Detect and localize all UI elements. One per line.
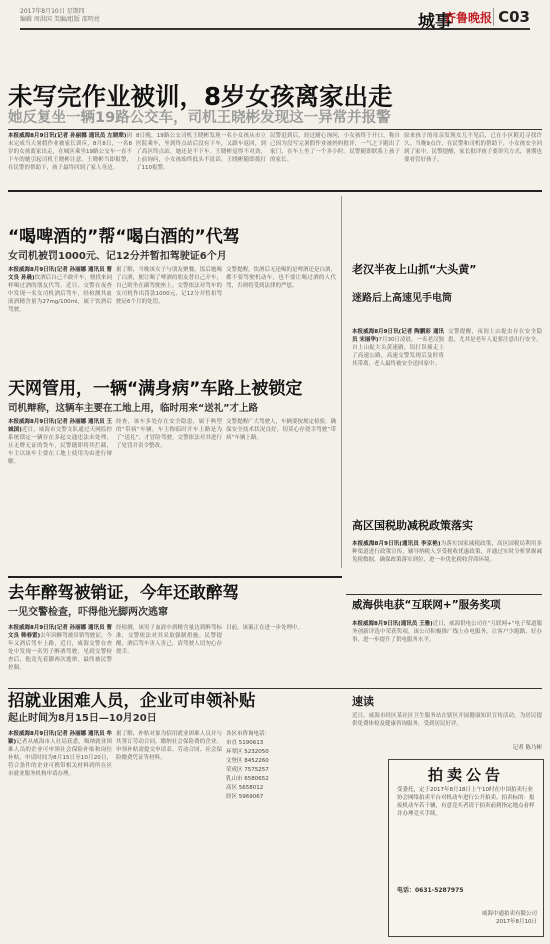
job-contacts-title: 各区市咨询电话： [226,731,271,737]
job-subhead: 起止时间为8月15日—10月20日 [8,713,157,724]
drink-column-2: 据了解，当晚该女子与朋友聚餐，饭后她喝了白酒，便让喝了啤酒的朋友替自己开车，自己则坐在副驾驶座上。交警依法对驾车的女司机作出罚款1000元、记12分并暂扣驾驶证6个月的处罚。 [116,267,222,305]
depo-headline: 去年醉驾被销证，今年还敢醉驾 [8,583,239,602]
brief-top-rule [8,688,542,689]
drink-column-1 [8,266,112,366]
tax-byline: 本报威海8月9日讯(通讯员 李京艳) [352,541,441,547]
page-header [20,6,530,30]
crane-subhead: 司机辩称，这辆车主要在工地上用，临时用来“送礼”才上路 [8,403,258,414]
crane-column-3: 交警提醒广大驾驶人，车辆要按规定检验，确保安全技术状况良好，切莫心存侥幸驾驶“带病”车辆上路。 [226,419,336,441]
night-subhead: 迷路后上高速见手电筒 [352,293,452,304]
job-contact-item: 乳山市 6580652 [226,776,269,782]
job-contact-item: 经区 5969067 [226,794,264,800]
job-column-1 [8,730,112,936]
lead-rule [8,129,542,130]
crane-byline: 本报威海8月9日讯(记者 孙丽娜 通讯员 王城国) [8,419,112,433]
drink-subhead: 女司机被罚1000元、记12分并暂扣驾驶证6个月 [8,251,227,262]
job-contact-item: 荣成区 7575257 [226,767,269,773]
depo-col1-text: 去年因醉驾被吊销驾驶证，今年又酒后驾车上路，近日，威海交警在查处中发现一名男子醉酒驾驶，见到交警检查后，他竟光着脚两次逃窜，最终被民警控制。 [8,633,112,671]
crane-column-2: 经查，该车多处存在安全隐患，属于典型的“带病”车辆。车主称临时开车上路是为了“送礼”，才冒险驾驶。交警依法对其进行了处罚并责令整改。 [116,419,222,449]
header-date-text: 2017年8月10日 星期四 [20,8,85,15]
crane-headline: 天网管用，一辆“满身病”车路上被锁定 [8,379,303,399]
lead-headline: 未写完作业被训，8岁女孩离家出走 [8,82,393,111]
power-body [352,620,542,682]
night-column-2: 交警提醒，夜间上山捉虫存在安全隐患，尤其是老年人更要注意出行安全。 [448,329,542,343]
power-byline: 本报威海8月9日讯(通讯员 王雅) [352,621,433,627]
depo-top-rule [8,576,342,578]
drink-headline: “喝啤酒的”帮“喝白酒的”代驾 [8,227,240,247]
auction-notice-body: 受委托，定于2017年8月18日上午10时在中国拍卖行业协会网络拍卖平台对机动车进行公开拍卖。拍卖标的：报废机动车若干辆，有意竞买者请于拍卖前到指定地点看样并办理竞买手续。 [397,787,535,817]
lead-subhead: 她反复坐一辆19路公交车，司机王晓彬发现这一异常并报警 [8,110,391,126]
header-date [20,8,350,24]
lead-column-1 [8,132,132,186]
power-body-text: 近日，威海供电公司在“互联网+”电子渠道服务创新评选中荣获奖项。该公司积极推广线上办电服务，让客户少跑路、好办事，进一步提升了供电服务水平。 [352,621,542,643]
drink-col1-text: 饮酒后自己不敢开车，便找来同样喝过酒的朋友代驾。近日，交警在夜查中发现一名女司机酒后驾车，经检测其血液酒精含量为27mg/100ml，属于饮酒后驾驶。 [8,275,112,313]
lead-byline: 本报威海8月9日讯(记者 孙丽娜 通讯员 左晓翠) [8,133,127,139]
crane-column-1 [8,418,112,518]
brief-reporter: 记者 陈乃彬 [512,745,542,751]
night-byline: 本报威海8月9日讯(记者 陶鹏彩 通讯员 宋丽华) [352,329,444,343]
page-number: C03 [493,8,530,26]
job-contact-item: 市直 5190613 [226,740,264,746]
crane-col1-text: 近日，威海市交警支队通过天网监控系统锁定一辆存在多起交通违法未处理、且无牌无证的货车，民警随即将其拦截，车主以该车主要在工地上使用为由进行辩解。 [8,427,112,465]
job-column-2: 据了解，补贴对象为招用就业困难人员并与其签订劳动合同、缴纳社会保险费的企业。申领补贴需提交申请表、劳动合同、社会保险缴费凭证等材料。 [116,731,222,761]
job-contact-item: 高区 5658012 [226,785,264,791]
tax-body [352,540,542,590]
auction-notice-signature [397,910,537,926]
depo-byline: 本报威海8月9日讯(记者 孙丽娜 通讯员 曹文良 韩春雷) [8,625,112,639]
power-headline: 威海供电获“互联网+”服务奖项 [352,599,501,611]
auction-notice-date: 2017年8月10日 [496,919,537,925]
night-column-1 [352,328,444,510]
depo-column-3: 目前，该案正在进一步处理中。 [226,625,304,631]
section-title: 城事 [418,12,452,32]
brief-body: 近日，威海市经区某社区卫生服务站在辖区开展健康知识宣传活动，为居民提供免费体检及健康咨询服务，受到居民好评。 [352,713,542,727]
lead-column-2: 8日晚，19路公交司机王晓彬发现一名小女孩从市立医院乘车，坐到终点站后没有下车，又跟车返回，到了高区终点站，她还是不下车。王晓彬觉得不对劲，上前询问，小女孩始终低头不说话。王晓彬随即拨打了110报警。 [136,133,266,171]
depo-column-1 [8,624,112,684]
job-contacts [226,730,356,936]
header-editor-text: 编辑 周洪国 美编/组版 邵明亮 [20,16,100,23]
tax-headline: 高区国税助减税政策落实 [352,519,473,532]
job-contact-item: 文登区 8452260 [226,758,269,764]
night-col1-text: 7月30日凌晨，一名老汉独自上山捉大头黄迷路，误打误撞走上了高速公路，高速交警发现后及时将其带离，老人最终被安全送回家中。 [352,337,444,367]
tax-body-text: 为落实国家减税政策，高区国税局利用多种渠道进行政策宣传，辅导纳税人享受税收优惠政策，并通过实时分析掌握减免税数据，确保政策落实到位，进一步优化税收营商环境。 [352,541,542,563]
lead-column-4: 原来孩子的母亲发现女儿不见后，已在小区附近寻找许久。当晚9点许，在民警和司机的帮助下，小女孩安全回到了家中。民警提醒，家长批评孩子要讲究方式，暑期也要看管好孩子。 [404,133,542,163]
job-headline: 招就业困难人员，企业可申领补贴 [8,691,256,710]
right-mid-rule [346,594,542,595]
job-col1-text: 记者从威海市人社局获悉，吸纳就业困难人员的企业可申领社会保险补贴和岗位补贴，申请时间为8月15日至10月20日，符合条件的企业可携带相关材料到所在区市就业服务机构申请办理。 [8,739,112,777]
lead-col1-text: 因未完成当天暑假作业被家长训斥，8月8日，一名8岁的女孩离家出走，在城区乘坐19路公交车一直不下车的她引起司机王晓彬注意。王晓彬当即报警，在民警的帮助下，孩子最终回到了家人身边。 [8,133,132,171]
job-byline: 本报威海8月9日讯(记者 孙丽娜 通讯员 牟颖) [8,731,112,745]
newspaper-logo: 齐鲁晚报 [443,11,492,25]
lead-column-3: 民警赶到后，经过耐心询问，小女孩终于开口，称自己因为没写完暑假作业被妈妈批评，一气之下跑出了家门，在车上坐了一个多小时。民警随即联系上孩子的家长。 [270,133,400,163]
night-headline: 老汉半夜上山抓“大头黄” [352,263,477,276]
brief-title: 速读 [352,695,374,708]
drink-column-3: 交警提醒，饮酒后无论喝的是啤酒还是白酒，都不要驾驶机动车，也不要让喝过酒的人代驾，否则将受到法律的严惩。 [226,267,336,289]
lead-bottom-rule [8,190,542,192]
depo-column-2: 经检测，该男子血液中酒精含量达到醉驾标准，交警依法对其采取强制措施。民警提醒，酒后驾车害人害己，请驾驶人切勿心存侥幸。 [116,625,222,655]
auction-notice [388,759,544,937]
drink-byline: 本报威海8月9日讯(记者 孙丽娜 通讯员 曹文良 孙晨) [8,267,112,281]
auction-notice-title: 拍卖公告 [427,766,504,784]
job-contact-item: 环翠区 5232050 [226,749,269,755]
right-column-divider [341,196,342,568]
auction-notice-phone: 电话：0631-5287975 [397,887,464,894]
auction-notice-signer: 威海中通拍卖有限公司 [481,911,537,917]
depo-subhead: 一见交警检查，吓得他光脚两次逃窜 [8,607,168,618]
